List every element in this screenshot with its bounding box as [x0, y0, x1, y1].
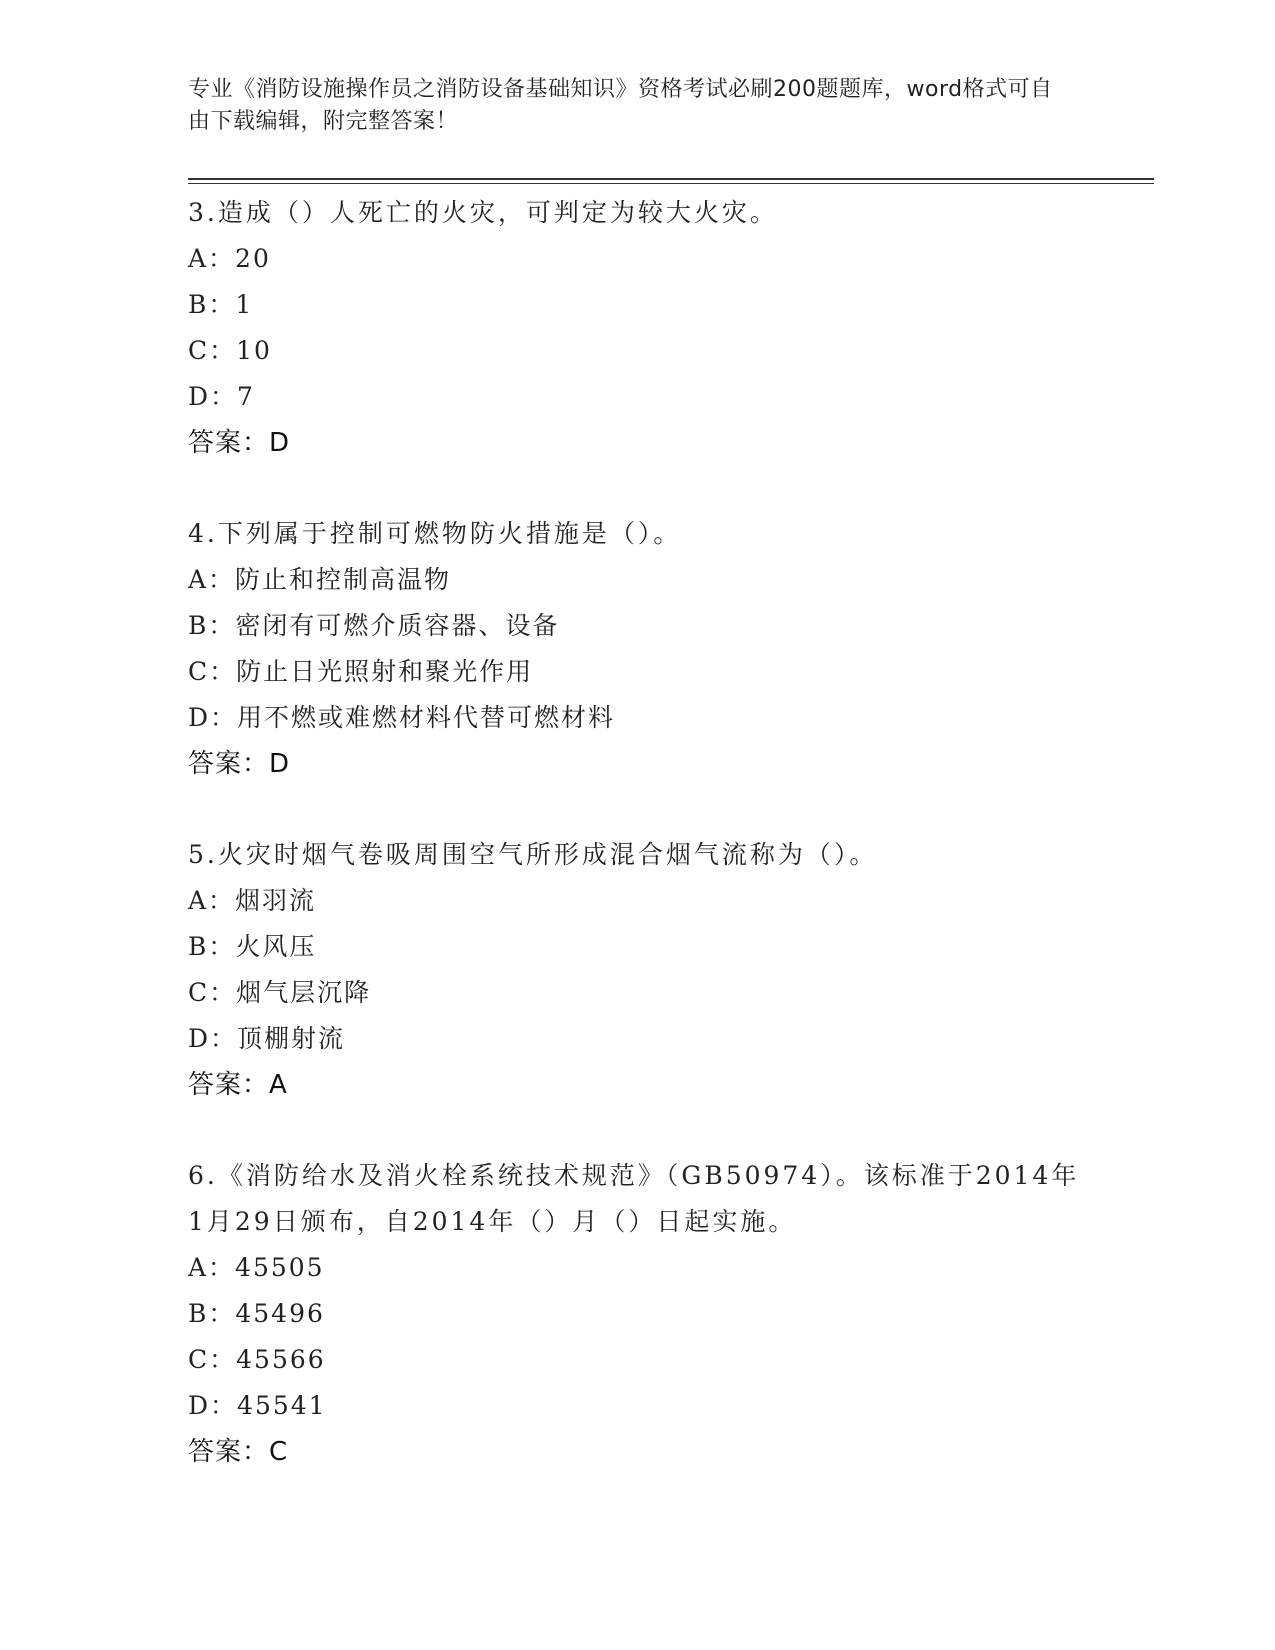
- question-3: [188, 190, 1088, 466]
- header-divider-thin: [188, 183, 1154, 184]
- question-6: [188, 1153, 1088, 1475]
- option-a: A：防止和控制高温物: [188, 565, 452, 594]
- question-stem: 6.《消防给水及消火栓系统技术规范》（GB50974）。该标准于2014年1月29日颁布，自2014年（）月（）日起实施。: [188, 1161, 1080, 1236]
- answer: 答案：A: [188, 1070, 288, 1100]
- answer: 答案：D: [188, 428, 291, 458]
- option-a: A：20: [188, 244, 271, 273]
- option-a: A：烟羽流: [188, 886, 317, 915]
- option-b: B：密闭有可燃介质容器、设备: [188, 611, 560, 640]
- answer: 答案：D: [188, 749, 291, 779]
- question-stem: 3.造成（）人死亡的火灾，可判定为较大火灾。: [188, 198, 778, 227]
- option-d: D：用不燃或难燃材料代替可燃材料: [188, 703, 616, 732]
- document-header: 专业《消防设施操作员之消防设备基础知识》资格考试必刷200题题库，word格式可自由下载编辑，附完整答案！: [188, 77, 1053, 134]
- option-c: C：45566: [188, 1345, 326, 1374]
- option-d: D：顶棚射流: [188, 1024, 346, 1053]
- option-c: C：防止日光照射和聚光作用: [188, 657, 534, 686]
- option-d: D：7: [188, 382, 255, 411]
- option-d: D：45541: [188, 1391, 327, 1420]
- answer: 答案：C: [188, 1437, 289, 1467]
- question-stem: 4.下列属于控制可燃物防火措施是（）。: [188, 519, 682, 548]
- option-c: C：10: [188, 336, 272, 365]
- option-b: B：火风压: [188, 932, 317, 961]
- option-b: B：1: [188, 290, 254, 319]
- option-c: C：烟气层沉降: [188, 978, 372, 1007]
- option-b: B：45496: [188, 1299, 325, 1328]
- question-5: [188, 832, 1088, 1108]
- question-stem: 5.火灾时烟气卷吸周围空气所形成混合烟气流称为（）。: [188, 840, 878, 869]
- question-list: [188, 190, 1088, 1520]
- header-divider-thick: [188, 178, 1154, 180]
- question-4: [188, 511, 1088, 787]
- option-a: A：45505: [188, 1253, 325, 1282]
